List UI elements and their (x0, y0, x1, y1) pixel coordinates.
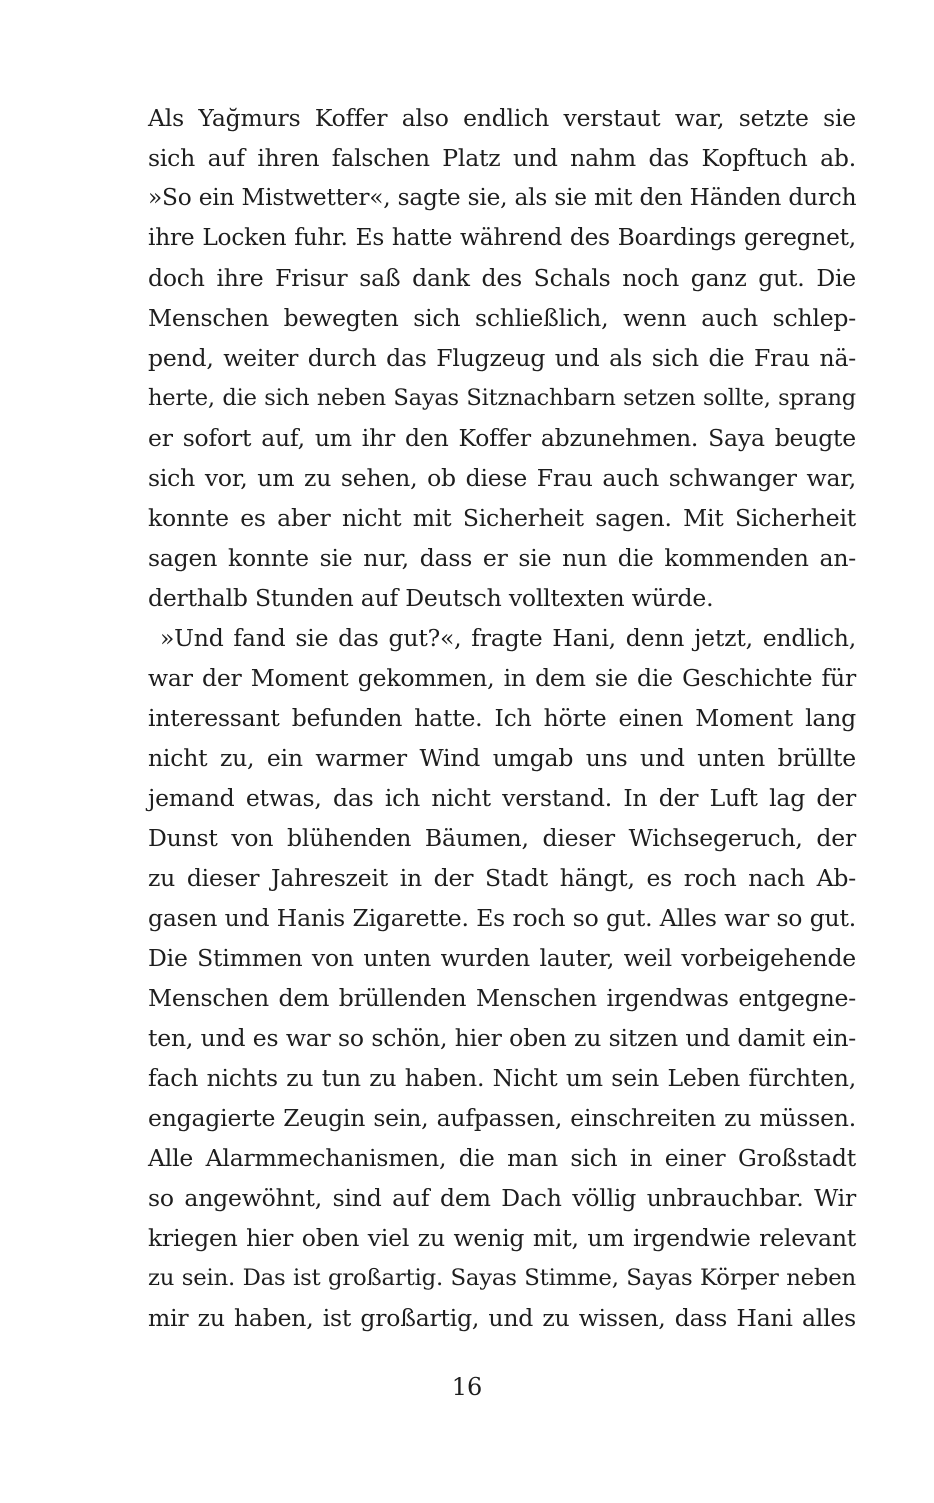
text-line: konnte es aber nicht mit Sicherheit sagen. Mit Sicherheit (148, 504, 856, 533)
text-line: »Und fand sie das gut?«, fragte Hani, denn jetzt, endlich, (160, 624, 856, 653)
body-text (148, 98, 856, 1338)
text-line: fach nichts zu tun zu haben. Nicht um sein Leben fürchten, (148, 1064, 856, 1093)
text-line: »So ein Mistwetter«, sagte sie, als sie mit den Händen durch (148, 184, 857, 212)
text-line: kriegen hier oben viel zu wenig mit, um irgendwie relevant (148, 1224, 856, 1253)
text-line: gasen und Hanis Zigarette. Es roch so gut. Alles war so gut. (148, 904, 856, 933)
text-line: Als Yağmurs Koffer also endlich verstaut war, setzte sie (148, 104, 856, 132)
page-number: 16 (451, 1373, 483, 1401)
text-line: Alle Alarmmechanismen, die man sich in einer Großstadt (148, 1144, 856, 1173)
text-line: Menschen bewegten sich schließlich, wenn auch schlep- (148, 304, 856, 333)
text-line: sich vor, um zu sehen, ob diese Frau auch schwanger war, (148, 464, 856, 493)
text-line: interessant befunden hatte. Ich hörte einen Moment lang (148, 704, 856, 733)
text-line: zu sein. Das ist großartig. Sayas Stimme, Sayas Körper neben (148, 1265, 856, 1292)
text-line: nicht zu, ein warmer Wind umgab uns und unten brüllte (148, 744, 856, 773)
text-line: herte, die sich neben Sayas Sitznachbarn setzen sollte, sprang (148, 385, 856, 412)
text-line: ihre Locken fuhr. Es hatte während des Boardings geregnet, (148, 224, 856, 252)
text-line: Menschen dem brüllenden Menschen irgendwas entgegne- (148, 984, 856, 1013)
text-line: ten, und es war so schön, hier oben zu sitzen und damit ein- (148, 1024, 856, 1053)
text-line: derthalb Stunden auf Deutsch volltexten würde. (148, 584, 714, 613)
text-line: doch ihre Frisur saß dank des Schals noch ganz gut. Die (148, 264, 856, 293)
text-line: mir zu haben, ist großartig, und zu wissen, dass Hani alles (148, 1304, 856, 1333)
text-line: Die Stimmen von unten wurden lauter, weil vorbeigehende (148, 944, 856, 973)
text-line: jemand etwas, das ich nicht verstand. In der Luft lag der (148, 784, 856, 813)
text-line: sich auf ihren falschen Platz und nahm das Kopftuch ab. (148, 144, 856, 173)
text-line: sagen konnte sie nur, dass er sie nun die kommenden an- (148, 544, 856, 573)
text-line: so angewöhnt, sind auf dem Dach völlig unbrauchbar. Wir (148, 1184, 856, 1213)
text-line: engagierte Zeugin sein, aufpassen, einschreiten zu müssen. (148, 1104, 856, 1133)
text-line: Dunst von blühenden Bäumen, dieser Wichsegeruch, der (148, 824, 856, 853)
text-line: war der Moment gekommen, in dem sie die Geschichte für (148, 664, 856, 693)
text-line: er sofort auf, um ihr den Koffer abzunehmen. Saya beugte (148, 424, 856, 453)
text-line: zu dieser Jahreszeit in der Stadt hängt, es roch nach Ab- (148, 864, 856, 893)
text-line: pend, weiter durch das Flugzeug und als sich die Frau nä- (148, 344, 856, 373)
